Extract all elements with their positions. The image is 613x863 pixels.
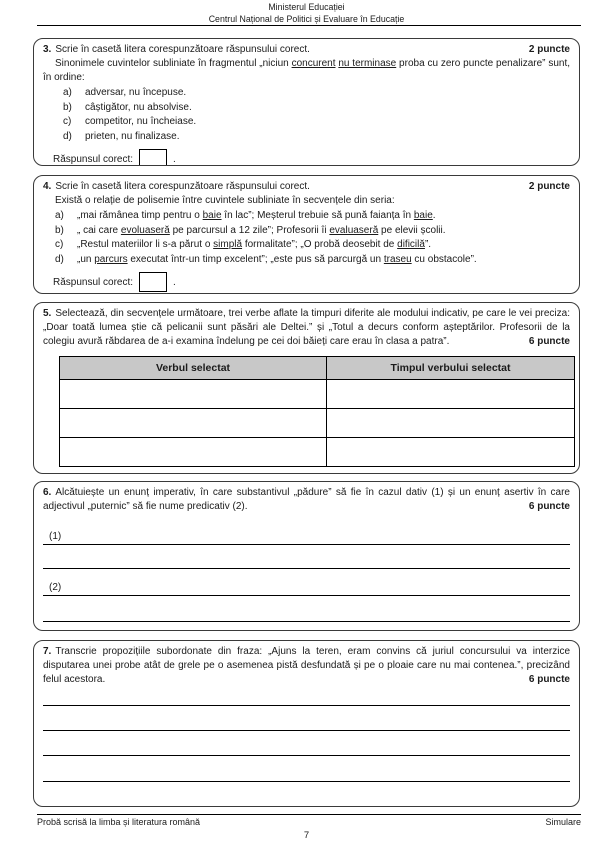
q7-write-line-3 — [43, 731, 570, 756]
q5-text: 5. Selectează, din secvențele următoare, trei verbe aflate la timpuri diferite ale modului indicativ, pe care le vei preciza: „Doar toată lumea știe că pelicanii sunt păsări ale Deltei.” și „Totul a decurs conform așteptărilor. Profesorii de la colegiu avură răbdarea de a-i examina îndelung pe cei doi băieți care erau în clasa a patra”. 6 puncte — [43, 308, 570, 347]
q3-prompt: Scrie în casetă litera corespunzătoare răspunsului corect. — [55, 44, 310, 55]
q3-intro: Sinonimele cuvintelor subliniate în fragmentul „niciun concurent nu terminase proba cu zero puncte penalizare” sunt, în ordine: — [43, 58, 570, 83]
ministry-title: Ministerul Educației — [268, 2, 345, 12]
question-3-box — [33, 38, 580, 166]
q7-write-line-4 — [43, 756, 570, 782]
q3-points: 2 puncte — [528, 44, 570, 55]
q6-label-1: (1) — [49, 531, 62, 542]
q5-points: 6 puncte — [528, 336, 570, 347]
q5-cell-tense-3 — [327, 438, 575, 467]
page-number: 7 — [303, 830, 310, 841]
footer-session-label: Simulare — [545, 817, 581, 827]
q7-points: 6 puncte — [528, 674, 570, 685]
q4-answer-period: . — [173, 276, 176, 288]
q5-col-tense: Timpul verbului selectat — [327, 357, 575, 380]
q5-col-verb: Verbul selectat — [60, 357, 327, 380]
q4-heading — [43, 180, 570, 194]
q4-prompt: Scrie în casetă litera corespunzătoare răspunsului corect. — [55, 181, 310, 192]
q6-text: 6. Alcătuiește un enunț imperativ, în care substantivul „pădure” să fie în cazul dativ (1) și un enunț asertiv în care adjectivul „puternic” să fie nume predicativ (2). 6 puncte — [43, 487, 570, 512]
q7-write-line-1 — [43, 687, 570, 706]
q7-number: 7. — [43, 646, 52, 657]
q3-answer-period: . — [173, 153, 176, 165]
q5-table-row — [60, 409, 575, 438]
footer-divider — [37, 814, 581, 815]
q4-answer-label: Răspunsul corect: — [53, 276, 134, 288]
q5-table-header-row — [60, 357, 575, 380]
q3-number: 3. — [43, 44, 52, 55]
q6-write-line-4 — [43, 596, 570, 622]
q6-points: 6 puncte — [528, 501, 570, 512]
q6-write-line-3 — [43, 569, 570, 596]
q3-options — [43, 86, 570, 144]
q4-number: 4. — [43, 181, 52, 192]
q6-number: 6. — [43, 487, 52, 498]
q4-points: 2 puncte — [528, 181, 570, 192]
question-7-box — [33, 640, 580, 807]
q5-cell-verb-3 — [60, 438, 327, 467]
q5-table-row — [60, 438, 575, 467]
q5-cell-verb-2 — [60, 409, 327, 438]
question-4-box — [33, 175, 580, 294]
page-header — [0, 2, 613, 25]
q5-table-row — [60, 380, 575, 409]
q6-write-line-2 — [43, 545, 570, 569]
q3-option-c: c) competitor, nu încheiase. — [63, 116, 197, 127]
q3-answer-label: Răspunsul corect: — [53, 153, 134, 165]
q5-cell-tense-1 — [327, 380, 575, 409]
q7-text: 7. Transcrie propozițiile subordonate din fraza: „Ajuns la teren, eram convins că juriul concursului va interzice disputarea unei probe atât de grele pe o asemenea pistă desfundată și pe o ploaie care nu mai contenea.”, precizând felul acestora. 6 puncte — [43, 646, 570, 685]
q4-option-d: d) „un parcurs executat într-un timp excelent”; „este pus să parcurgă un traseu cu obstacole”. — [55, 253, 477, 265]
q6-write-line-1 — [43, 514, 570, 545]
q4-option-a: a) „mai rămânea timp pentru o baie în lac”; Meșterul trebuie să pună faianța în baie. — [55, 210, 436, 221]
q4-answer-row — [43, 270, 570, 294]
q3-heading — [43, 43, 570, 57]
q5-cell-tense-2 — [327, 409, 575, 438]
center-subtitle: Centrul Național de Politici și Evaluare în Educație — [208, 13, 405, 24]
q5-cell-verb-1 — [60, 380, 327, 409]
q3-answer-row — [43, 147, 570, 166]
q5-table — [59, 356, 575, 467]
q7-write-line-2 — [43, 706, 570, 731]
q4-answer-box — [139, 272, 167, 292]
q6-label-2: (2) — [49, 582, 62, 593]
q3-option-d: d) prieten, nu finalizase. — [63, 130, 180, 142]
header-divider — [37, 25, 581, 26]
q3-option-a: a) adversar, nu începuse. — [63, 87, 187, 98]
question-6-box — [33, 481, 580, 631]
q4-option-b: b) „ cai care evoluaseră pe parcursul a 12 zile”; Profesorii îi evaluaseră pe elevii școlii. — [55, 224, 446, 236]
q3-option-b: b) câștigător, nu absolvise. — [63, 101, 192, 113]
q4-option-c: c) „Restul materiilor li s-a părut o simplă formalitate”; „O probă deosebit de dificilă”. — [55, 239, 432, 250]
q5-number: 5. — [43, 308, 52, 319]
q3-answer-box — [139, 149, 167, 166]
q4-intro: Există o relație de polisemie între cuvintele subliniate în secvențele din seria: — [55, 195, 395, 206]
question-5-box — [33, 302, 580, 474]
footer-exam-title: Probă scrisă la limba și literatura română — [37, 817, 201, 827]
q4-options — [43, 209, 570, 267]
